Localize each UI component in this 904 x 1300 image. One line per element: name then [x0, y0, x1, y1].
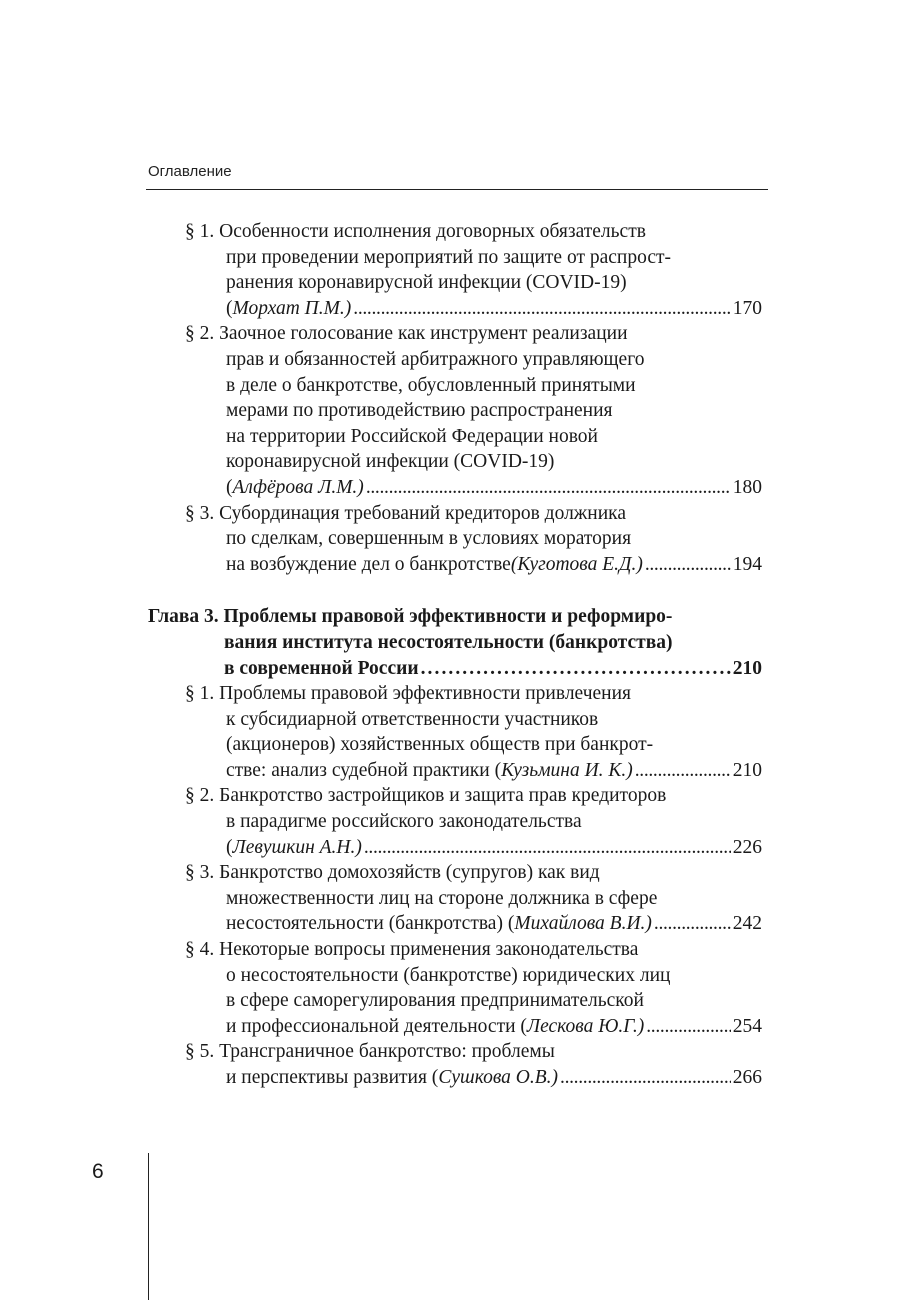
entry-text: несостоятельности (банкротства) (: [226, 913, 515, 935]
toc-entry-last-line[interactable]: [148, 1065, 762, 1091]
chapter-title-line: Глава 3. Проблемы правовой эффективности и реформиро-: [148, 606, 673, 628]
toc-entry-last-line[interactable]: [148, 296, 762, 322]
toc-line: § 2. Банкротство застройщиков и защита прав кредиторов: [185, 785, 667, 807]
toc-line: § 1. Проблемы правовой эффективности привлечения: [185, 683, 632, 705]
toc-entry-last-line[interactable]: [148, 835, 762, 861]
entry-text: стве: анализ судебной практики (: [226, 759, 502, 781]
chapter-spacer: [148, 577, 762, 604]
page-number[interactable]: 210: [732, 759, 762, 781]
author: Кузьмина И. К.): [501, 759, 633, 781]
toc-entry-last-line[interactable]: [148, 475, 762, 501]
toc-entry-last-line[interactable]: [148, 552, 762, 578]
dot-leader: [353, 296, 730, 322]
author: Морхат П.М.): [232, 297, 352, 319]
chapter-title-line: вания института несостоятельности (банкротства): [224, 631, 673, 653]
folio-rule: [148, 1153, 149, 1300]
dot-leader: [635, 758, 731, 784]
page-number[interactable]: 210: [732, 657, 762, 679]
entry-text: (: [226, 836, 233, 858]
entry-text: (: [226, 476, 233, 498]
toc-line: на территории Российской Федерации новой: [226, 425, 598, 447]
toc-line: мерами по противодействию распространения: [226, 400, 613, 422]
dot-leader: [366, 475, 731, 501]
author: Левушкин А.Н.): [232, 836, 362, 858]
toc-entry-last-line[interactable]: [148, 911, 762, 937]
toc-line: при проведении мероприятий по защите от распрост-: [226, 246, 671, 268]
page-number[interactable]: 226: [732, 836, 762, 858]
toc-line: прав и обязанностей арбитражного управляющего: [226, 348, 645, 370]
entry-text: на возбуждение дел о банкротстве: [226, 553, 511, 575]
chapter-entry-last-line[interactable]: [148, 656, 762, 682]
page-folio: 6: [92, 1160, 104, 1183]
toc-line: § 3. Субординация требований кредиторов должника: [185, 502, 626, 524]
toc-line: § 1. Особенности исполнения договорных обязательств: [185, 221, 646, 242]
entry-text: и профессиональной деятельности (: [226, 1015, 527, 1037]
toc-entry-last-line[interactable]: [148, 758, 762, 784]
dot-leader: [645, 552, 731, 578]
author: Алфёрова Л.М.): [232, 476, 364, 498]
page-number[interactable]: 254: [732, 1015, 762, 1037]
page-number[interactable]: 170: [732, 297, 762, 319]
page-number[interactable]: 266: [732, 1067, 762, 1088]
entry-text: в современной России: [224, 657, 419, 679]
author: Лескова Ю.Г.): [526, 1015, 645, 1037]
toc-line: § 3. Банкротство домохозяйств (супругов) как вид: [185, 862, 600, 884]
toc-line: § 2. Заочное голосование как инструмент реализации: [185, 323, 628, 345]
toc-line: по сделкам, совершенным в условиях моратория: [226, 528, 632, 550]
author: (Куготова Е.Д.): [510, 553, 643, 575]
toc-line: (акционеров) хозяйственных обществ при банкрот-: [226, 734, 654, 756]
table-of-contents: [148, 219, 762, 1091]
toc-line: к субсидиарной ответственности участников: [226, 708, 599, 730]
toc-line: о несостоятельности (банкротстве) юридических лиц: [226, 964, 671, 986]
header-rule: [146, 189, 768, 190]
toc-line: в парадигме российского законодательства: [226, 811, 582, 833]
dot-leader: [421, 656, 731, 682]
toc-line: ранения коронавирусной инфекции (COVID-19): [226, 272, 627, 294]
dot-leader: [654, 911, 731, 937]
dot-leader: [364, 835, 731, 861]
toc-line: § 5. Трансграничное банкротство: проблемы: [185, 1041, 555, 1063]
toc-line: в сфере саморегулирования предпринимательской: [226, 990, 644, 1012]
page-number[interactable]: 194: [732, 553, 762, 575]
entry-text: (: [226, 297, 233, 319]
toc-line: в деле о банкротстве, обусловленный принятыми: [226, 374, 636, 396]
page-number[interactable]: 180: [732, 476, 762, 498]
page-number[interactable]: 242: [732, 913, 762, 935]
dot-leader: [646, 1014, 731, 1040]
toc-line: множественности лиц на стороне должника в сфере: [226, 887, 658, 909]
dot-leader: [560, 1065, 731, 1091]
running-head: Оглавление: [148, 163, 232, 180]
entry-text: и перспективы развития (: [226, 1067, 439, 1088]
toc-line: коронавирусной инфекции (COVID-19): [226, 451, 555, 473]
toc-entry-last-line[interactable]: [148, 1014, 762, 1040]
toc-line: § 4. Некоторые вопросы применения законодательства: [185, 939, 639, 961]
author: Михайлова В.И.): [514, 913, 652, 935]
author: Сушкова О.В.): [438, 1067, 559, 1088]
